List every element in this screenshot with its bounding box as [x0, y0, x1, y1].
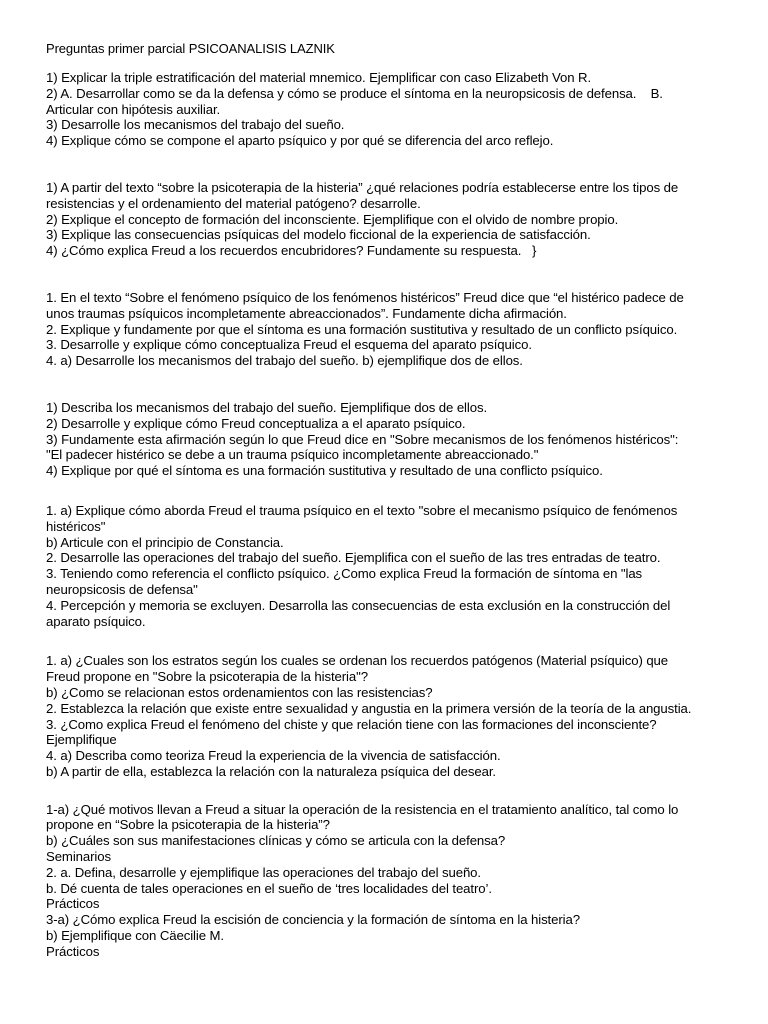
question-line: b. Dé cuenta de tales operaciones en el sueño de ‘tres localidades del teatro’. — [46, 880, 492, 896]
question-line: 4. a) Describa como teoriza Freud la experiencia de la vivencia de satisfacción. — [46, 748, 501, 764]
question-line: aparato psíquico. — [46, 613, 146, 629]
question-line: 4) Explique por qué el síntoma es una formación sustitutiva y resultado de una conflicto psíquico. — [46, 463, 603, 479]
question-block-6 — [46, 653, 752, 779]
question-block-5 — [46, 503, 752, 629]
question-line: 1. a) ¿Cuales son los estratos según los cuales se ordenan los recuerdos patógenos (Material psíquico) que — [46, 653, 669, 669]
question-line: 2. Explique y fundamente por que el síntoma es una formación sustitutiva y resultado de un conflicto psíquico. — [46, 321, 678, 337]
question-block-3 — [46, 290, 752, 369]
block-separator — [46, 629, 752, 653]
question-line: 2) Explique el concepto de formación del inconsciente. Ejemplifique con el olvido de nombre propio. — [46, 211, 619, 227]
question-line: 2. Desarrolle las operaciones del trabajo del sueño. Ejemplifica con el sueño de las tres entradas de teatro. — [46, 550, 661, 566]
question-line: 2. a. Defina, desarrolle y ejemplifique las operaciones del trabajo del sueño. — [46, 864, 481, 880]
question-line: unos traumas psíquicos incompletamente abreaccionados”. Fundamente dicha afirmación. — [46, 305, 567, 321]
question-line: Seminarios — [46, 849, 111, 865]
question-line: 1) Explicar la triple estratificación del material mnemico. Ejemplificar con caso Elizabeth Von R. — [46, 70, 592, 85]
question-line: propone en “Sobre la psicoterapia de la histeria”? — [46, 817, 330, 833]
question-line: 3. ¿Como explica Freud el fenómeno del chiste y que relación tiene con las formaciones del inconsciente? — [46, 716, 657, 732]
question-line: Freud propone en "Sobre la psicoterapia de la histeria"? — [46, 669, 368, 685]
question-line: neuropsicosis de defensa" — [46, 581, 198, 597]
question-line: 1-a) ¿Qué motivos llevan a Freud a situar la operación de la resistencia en el tratamiento analítico, tal como lo — [46, 801, 679, 817]
question-line: 1) A partir del texto “sobre la psicoterapia de la histeria” ¿qué relaciones podría establecerse entre los tipos de — [46, 179, 679, 195]
question-block-2 — [46, 180, 752, 259]
question-line: Ejemplifique — [46, 732, 117, 748]
question-line: b) Ejemplifique con Cäecilie M. — [46, 928, 224, 944]
question-line: b) ¿Cuáles son sus manifestaciones clínicas y cómo se articula con la defensa? — [46, 833, 506, 849]
question-line: 4. a) Desarrolle los mecanismos del trabajo del sueño. b) ejemplifique dos de ellos. — [46, 353, 523, 369]
question-line: b) A partir de ella, establezca la relación con la naturaleza psíquica del desear. — [46, 763, 496, 779]
block-separator — [46, 369, 752, 400]
question-line: 4) ¿Cómo explica Freud a los recuerdos encubridores? Fundamente su respuesta. } — [46, 243, 537, 259]
question-line: 3) Desarrolle los mecanismos del trabajo del sueño. — [46, 117, 345, 133]
question-line: 4) Explique cómo se compone el aparto psíquico y por qué se diferencia del arco reflejo. — [46, 133, 554, 149]
question-block-4 — [46, 400, 752, 479]
question-line: resistencias y el ordenamiento del material patógeno? desarrolle. — [46, 195, 421, 211]
question-line: 3) Fundamente esta afirmación según lo que Freud dice en "Sobre mecanismos de los fenómenos histéricos": — [46, 431, 679, 447]
question-line: b) ¿Como se relacionan estos ordenamientos con las resistencias? — [46, 684, 433, 700]
question-line: 1. En el texto “Sobre el fenómeno psíquico de los fenómenos histéricos” Freud dice que “el histérico padece de — [46, 289, 684, 305]
question-line: 2) A. Desarrollar como se da la defensa y cómo se produce el síntoma en la neuropsicosis de defensa. B. — [46, 85, 663, 101]
question-line: 3) Explique las consecuencias psíquicas del modelo ficcional de la experiencia de satisfacción. — [46, 227, 591, 243]
question-line: 2. Establezca la relación que existe entre sexualidad y angustia en la primera versión de la teoría de la angustia. — [46, 700, 692, 716]
question-line: "El padecer histérico se debe a un trauma psíquico incompletamente abreaccionado." — [46, 447, 539, 463]
block-separator — [46, 780, 752, 802]
question-block-1 — [46, 70, 752, 149]
question-line: 1) Describa los mecanismos del trabajo del sueño. Ejemplifique dos de ellos. — [46, 399, 488, 415]
question-line: Prácticos — [46, 943, 100, 959]
question-line: 2) Desarrolle y explique cómo Freud conceptualiza a el aparato psíquico. — [46, 415, 466, 431]
question-line: 3. Teniendo como referencia el conflicto psíquico. ¿Como explica Freud la formación de síntoma en "las — [46, 566, 643, 582]
question-line: 3. Desarrolle y explique cómo conceptualiza Freud el esquema del aparato psíquico. — [46, 337, 532, 353]
block-separator — [46, 259, 752, 290]
question-line: 4. Percepción y memoria se excluyen. Desarrolla las consecuencias de esta exclusión en la construcción del — [46, 597, 671, 613]
question-line: histéricos" — [46, 518, 106, 534]
question-line: Articular con hipótesis auxiliar. — [46, 101, 221, 117]
document-page — [46, 40, 752, 960]
block-separator — [46, 479, 752, 503]
question-line: 3-a) ¿Cómo explica Freud la escisión de conciencia y la formación de síntoma en la histeria? — [46, 912, 580, 928]
question-line: 1. a) Explique cómo aborda Freud el trauma psíquico en el texto "sobre el mecanismo psíquico de fenómenos — [46, 502, 678, 518]
question-line: Prácticos — [46, 896, 100, 912]
block-separator — [46, 149, 752, 180]
document-title: Preguntas primer parcial PSICOANALISIS LAZNIK — [46, 41, 335, 56]
question-line: b) Articule con el principio de Constancia. — [46, 534, 284, 550]
question-block-7 — [46, 802, 752, 960]
